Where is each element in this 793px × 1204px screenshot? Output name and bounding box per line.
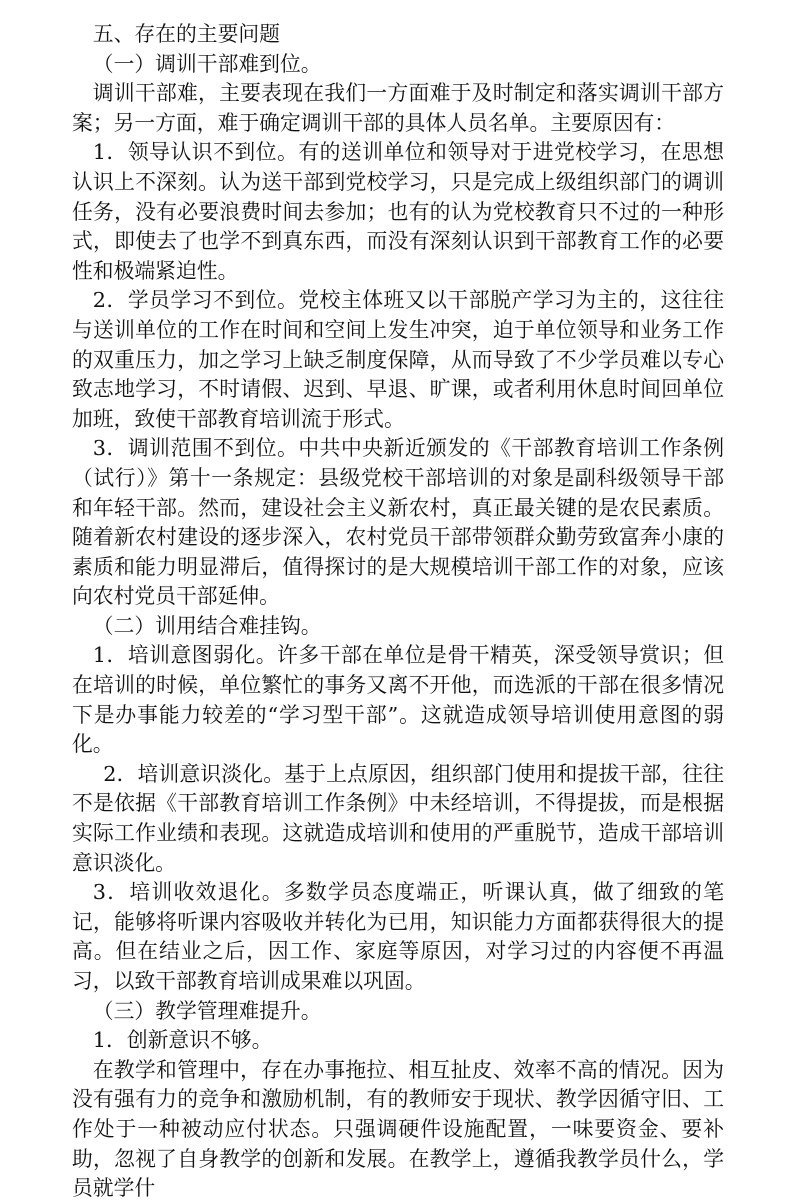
paragraph-scope: 3．调训范围不到位。中共中央新近颁发的《干部教育培训工作条例（试行）》第十一条规定：县级党校干部培训的对象是副科级领导干部和年轻干部。然而，建设社会主义新农村，真正最关键的是农民素质。随着新农村建设的逐步深入，农村党员干部带领群众勤劳致富奔小康的素质和能力明显滞后，值得探讨的是大规模培训干部工作的对象，应该向农村党员干部延伸。 bbox=[72, 436, 724, 609]
subsection-heading-3: （三）教学管理难提升。 bbox=[92, 998, 322, 1023]
list-item-innovation: 1．创新意识不够。 bbox=[92, 1028, 273, 1053]
subsection-heading-1: （一）调训干部难到位。 bbox=[92, 51, 322, 76]
paragraph-leadership: 1．领导认识不到位。有的送训单位和领导对于进党校学习，在思想认识上不深刻。认为送干部到党校学习，只是完成上级组织部门的调训任务，没有必要浪费时间去参加；也有的认为党校教育只不过的一种形式，即使去了也学不到真东西，而没有深刻认识到干部教育工作的必要性和极端紧迫性。 bbox=[72, 140, 724, 283]
paragraph-intent: 1．培训意图弱化。许多干部在单位是骨干精英，深受领导赏识；但在培训的时候，单位繁忙的事务又离不开他，而选派的干部在很多情况下是办事能力较差的“学习型干部”。这就造成领导培训使用意图的弱化。 bbox=[72, 643, 724, 757]
paragraph-learning: 2．学员学习不到位。党校主体班又以干部脱产学习为主的，这往往与送训单位的工作在时间和空间上发生冲突，迫于单位领导和业务工作的双重压力，加之学习上缺乏制度保障，从而导致了不少学员难以专心致志地学习，不时请假、迟到、早退、旷课，或者利用休息时间回单位加班，致使干部教育培训流于形式。 bbox=[72, 288, 724, 431]
document-page bbox=[72, 20, 724, 1204]
paragraph-awareness: 2．培训意识淡化。基于上点原因，组织部门使用和提拔干部，往往不是依据《干部教育培训工作条例》中未经培训，不得提拔，而是根据实际工作业绩和表现。这就造成培训和使用的严重脱节，造成干部培训意识淡化。 bbox=[72, 761, 724, 875]
paragraph-intro: 调训干部难，主要表现在我们一方面难于及时制定和落实调训干部方案；另一方面，难于确定调训干部的具体人员名单。主要原因有： bbox=[72, 81, 724, 135]
subsection-heading-2: （二）训用结合难挂钩。 bbox=[92, 613, 322, 638]
paragraph-management: 在教学和管理中，存在办事拖拉、相互扯皮、效率不高的情况。因为没有强有力的竞争和激励机制，有的教师安于现状、教学因循守旧、工作处于一种被动应付状态。只强调硬件设施配置，一味要资金、要补助，忽视了自身教学的创新和发展。在教学上，遵循我教学员什么，学员就学什 bbox=[72, 1057, 724, 1201]
section-heading: 五、存在的主要问题 bbox=[92, 22, 280, 46]
paragraph-effect: 3．培训收效退化。多数学员态度端正，听课认真，做了细致的笔记，能够将听课内容吸收并转化为已用，知识能力方面都获得很大的提高。但在结业之后，因工作、家庭等原因，对学习过的内容便不再温习，以致干部教育培训成果难以巩固。 bbox=[72, 880, 724, 993]
